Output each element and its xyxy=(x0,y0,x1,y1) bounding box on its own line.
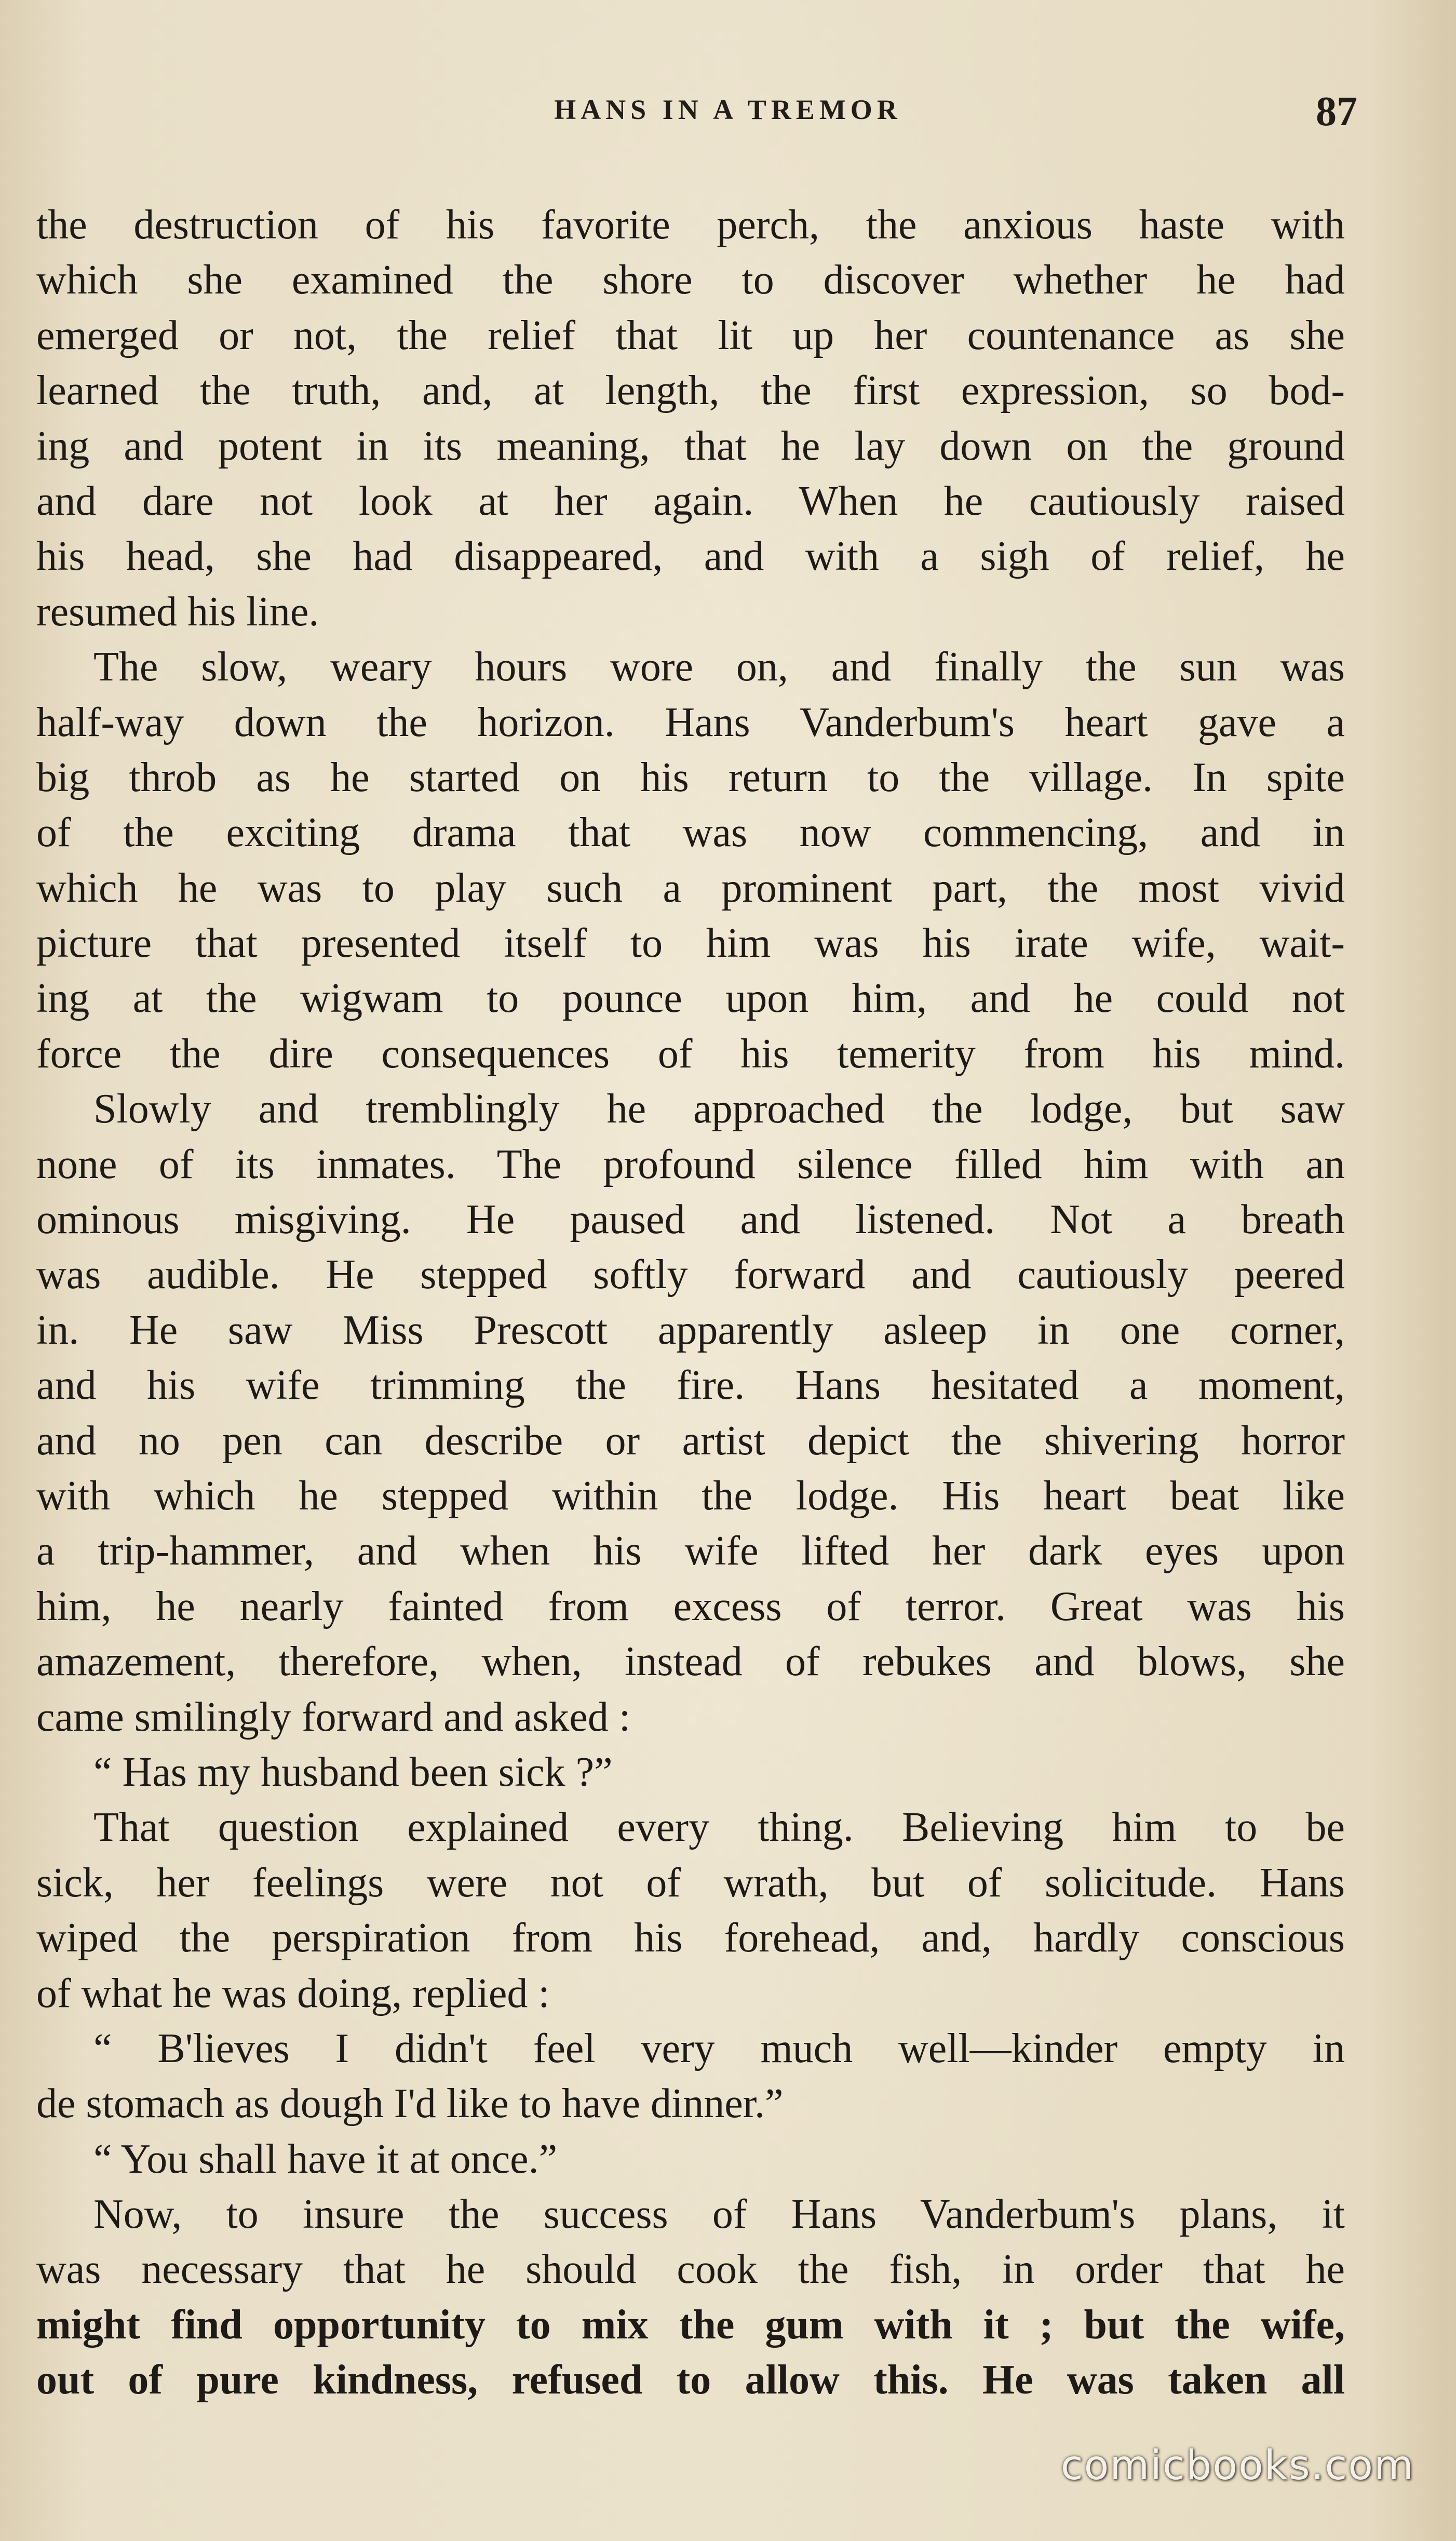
text-line: and his wife trimming the fire. Hans hesitated a moment, xyxy=(36,1362,1345,1409)
text-line: the destruction of his favorite perch, the anxious haste with xyxy=(36,202,1345,248)
page-number: 87 xyxy=(1316,89,1357,135)
text-line: resumed his line. xyxy=(36,589,319,635)
text-line: was audible. He stepped softly forward and cautiously peered xyxy=(36,1252,1345,1298)
text-line: Now, to insure the success of Hans Vanderbum's plans, it xyxy=(93,2191,1345,2238)
text-line: learned the truth, and, at length, the first expression, so bod- xyxy=(36,368,1345,414)
text-line: ing and potent in its meaning, that he lay down on the ground xyxy=(36,423,1345,469)
text-line: half-way down the horizon. Hans Vanderbum's heart gave a xyxy=(36,699,1345,745)
text-line: amazement, therefore, when, instead of rebukes and blows, she xyxy=(36,1639,1345,1685)
text-line: picture that presented itself to him was his irate wife, wait- xyxy=(36,920,1345,967)
text-line: “ You shall have it at once.” xyxy=(93,2136,558,2182)
text-line: de stomach as dough I'd like to have dinner.” xyxy=(36,2081,784,2127)
text-line: of what he was doing, replied : xyxy=(36,1970,550,2016)
text-line: Slowly and tremblingly he approached the lodge, but saw xyxy=(93,1086,1345,1132)
text-line: might find opportunity to mix the gum with it ; but the wife, xyxy=(36,2302,1345,2348)
text-line: force the dire consequences of his temerity from his mind. xyxy=(36,1031,1345,1077)
text-line: ominous misgiving. He paused and listened. Not a breath xyxy=(36,1197,1345,1243)
text-line: and dare not look at her again. When he cautiously raised xyxy=(36,478,1345,524)
text-line: wiped the perspiration from his forehead, and, hardly conscious xyxy=(36,1915,1345,1961)
running-title: HANS IN A TREMOR xyxy=(554,94,902,125)
text-line: a trip-hammer, and when his wife lifted her dark eyes upon xyxy=(36,1528,1345,1574)
text-line: his head, she had disappeared, and with a sigh of relief, he xyxy=(36,533,1345,580)
text-line: big throb as he started on his return to the village. In spite xyxy=(36,754,1345,800)
text-line: came smilingly forward and asked : xyxy=(36,1694,631,1740)
text-line: of the exciting drama that was now commencing, and in xyxy=(36,810,1345,856)
text-line: in. He saw Miss Prescott apparently asleep in one corner, xyxy=(36,1307,1345,1353)
text-line: “ B'lieves I didn't feel very much well—kinder empty in xyxy=(93,2025,1345,2071)
text-line: and no pen can describe or artist depict the shivering horror xyxy=(36,1417,1345,1464)
text-line: emerged or not, the relief that lit up her countenance as she xyxy=(36,312,1345,358)
watermark: comicbooks.com xyxy=(1060,2442,1414,2489)
text-line: which he was to play such a prominent part, the most vivid xyxy=(36,865,1345,911)
text-line: with which he stepped within the lodge. His heart beat like xyxy=(36,1473,1345,1519)
text-line: none of its inmates. The profound silence filled him with an xyxy=(36,1141,1345,1187)
text-line: was necessary that he should cook the fish, in order that he xyxy=(36,2246,1345,2293)
text-line: him, he nearly fainted from excess of terror. Great was his xyxy=(36,1583,1345,1629)
text-line: which she examined the shore to discover whether he had xyxy=(36,257,1345,303)
text-line: The slow, weary hours wore on, and finally the sun was xyxy=(93,644,1345,690)
text-line: sick, her feelings were not of wrath, but of solicitude. Hans xyxy=(36,1860,1345,1906)
text-line: out of pure kindness, refused to allow this. He was taken all xyxy=(36,2357,1345,2403)
text-line: “ Has my husband been sick ?” xyxy=(93,1749,613,1795)
text-line: ing at the wigwam to pounce upon him, and he could not xyxy=(36,975,1345,1022)
text-line: That question explained every thing. Believing him to be xyxy=(93,1804,1345,1851)
running-head xyxy=(0,88,1456,140)
body-text xyxy=(36,197,1345,2408)
